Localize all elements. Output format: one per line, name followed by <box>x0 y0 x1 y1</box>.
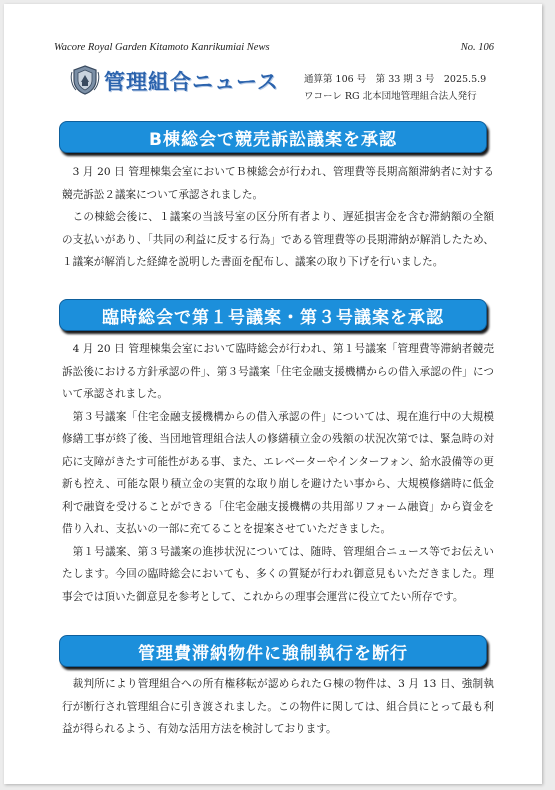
issue-line: 通算第 106 号 第 33 期 3 号 2025.5.9 <box>304 74 487 85</box>
masthead <box>54 62 502 108</box>
section-heading-forced-execution: 管理費滞納物件に強制執行を断行 <box>59 635 487 667</box>
emblem-icon <box>70 64 100 96</box>
paragraph: 4 月 20 日 管理棟集会室において臨時総会が行われ、第１号議案「管理費等滞納者競売訴訟後における方針承認の件」、第３号議案「住宅金融支援機構からの借入承認の件」について承認されました。 <box>62 343 494 400</box>
newsletter-name: Wacore Royal Garden Kitamoto Kanrikumiai News <box>54 42 270 53</box>
paragraph: 第１号議案、第３号議案の進捗状況については、随時、管理組合ニュース等でお伝えいたします。今回の臨時総会においても、多くの質疑が行われ御意見もいただきました。理事会では頂いた御意見を参考として、これからの理事会運営に役立てたい所存です。 <box>62 545 494 603</box>
paragraph: 裁判所により管理組合への所有権移転が認められたＧ棟の物件は、3 月 13 日、強制執行が断行され管理組合に引き渡されました。この物件に関しては、組合員にとって最も利益が得られるよう、有効な活用方法を検討しております。 <box>62 678 494 735</box>
section-heading-extraordinary-meeting: 臨時総会で第１号議案・第３号議案を承認 <box>59 299 487 331</box>
issue-number: No. 106 <box>460 42 494 53</box>
publisher: ワコーレ RG 北本団地管理組合法人発行 <box>304 91 477 102</box>
issue-info <box>304 71 486 105</box>
masthead-title: 管理組合ニュース <box>104 69 279 94</box>
running-header <box>54 42 494 53</box>
paragraph: 3 月 20 日 管理棟集会室においてＢ棟総会が行われ、管理費等長期高額滞納者に対する競売訴訟２議案について承認されました。 <box>62 166 494 201</box>
paragraph: この棟総会後に、１議案の当該号室の区分所有者より、遅延損害金を含む滞納額の全額の支払いがあり、「共同の利益に反する行為」である管理費等の長期滞納が解消したため、１議案が解消した経緯を説明した書面を配布し、議案の取り下げを行いました。 <box>62 211 494 268</box>
paragraph: 第３号議案「住宅金融支援機構からの借入承認の件」については、現在進行中の大規模修繕工事が終了後、当団地管理組合法人の修繕積立金の残額の状況次第では、緊急時の対応に支障がきたす可能性がある事、また、エレベーターやインターフォン、給水設備等の更新も控え、可能な限り積立金の実質的な取り崩しを避けたい事から、大規模修繕時に低金利で融資を受けることができる「住宅金融支援機構の共用部リフォーム融資」から資金を借り入れ、支払いの一部に充てることを提案させていただきました。 <box>62 410 495 535</box>
section-body-forced-execution <box>62 673 494 741</box>
section-heading-b-building: B棟総会で競売訴訟議案を承認 <box>59 121 487 153</box>
section-body-b-building <box>62 161 494 274</box>
section-body-extraordinary-meeting <box>62 338 494 608</box>
newsletter-page <box>4 4 542 784</box>
